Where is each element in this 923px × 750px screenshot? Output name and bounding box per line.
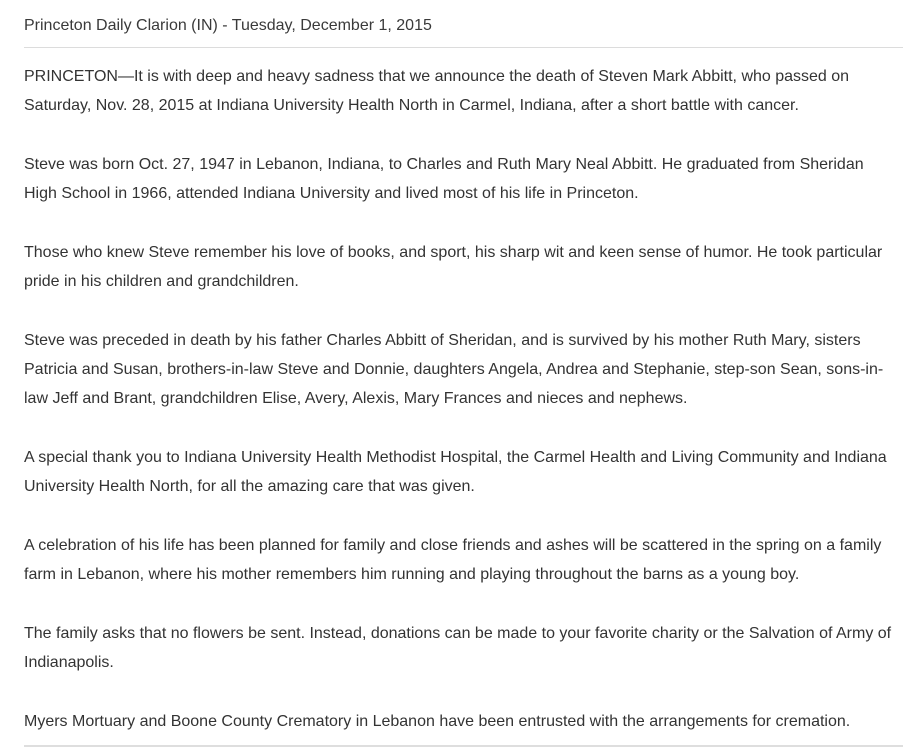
paragraph-remembrance: Those who knew Steve remember his love of books, and sport, his sharp wit and keen sense of humor. He took particular pride in his children and grandchildren. — [24, 244, 883, 290]
paragraph-survivors: Steve was preceded in death by his father Charles Abbitt of Sheridan, and is survived by his mother Ruth Mary, sisters Patricia and Susan, brothers-in-law Steve and Donnie, daughters Angela, Andrea and Stephanie, step-son Sean, sons-in-law Jeff and Brant, grandchildren Elise, Avery, Alexis, Mary Frances and nieces and nephews. — [24, 332, 884, 407]
obituary-article — [24, 0, 903, 736]
paragraph-donations: The family asks that no flowers be sent. Instead, donations can be made to your favorite charity or the Salvation of Army of Indianapolis. — [24, 625, 892, 671]
paragraph-birth: Steve was born Oct. 27, 1947 in Lebanon, Indiana, to Charles and Ruth Mary Neal Abbitt. He graduated from Sheridan High School in 1966, attended Indiana University and lived most of his life in Princeton. — [24, 156, 864, 202]
obituary-body — [24, 48, 903, 736]
paragraph-thanks: A special thank you to Indiana University Health Methodist Hospital, the Carmel Health and Living Community and Indiana University Health North, for all the amazing care that was given. — [24, 449, 887, 495]
paragraph-celebration: A celebration of his life has been planned for family and close friends and ashes will be scattered in the spring on a family farm in Lebanon, where his mother remembers him running and playing throughout the barns as a young boy. — [24, 537, 882, 583]
bottom-divider — [24, 745, 903, 747]
source-dateline: Princeton Daily Clarion (IN) - Tuesday, December 1, 2015 — [24, 0, 903, 48]
paragraph-arrangements: Myers Mortuary and Boone County Crematory in Lebanon have been entrusted with the arrangements for cremation. — [24, 713, 851, 730]
paragraph-announcement: PRINCETON—It is with deep and heavy sadness that we announce the death of Steven Mark Abbitt, who passed on Saturday, Nov. 28, 2015 at Indiana University Health North in Carmel, Indiana, after a short battle with cancer. — [24, 68, 850, 114]
